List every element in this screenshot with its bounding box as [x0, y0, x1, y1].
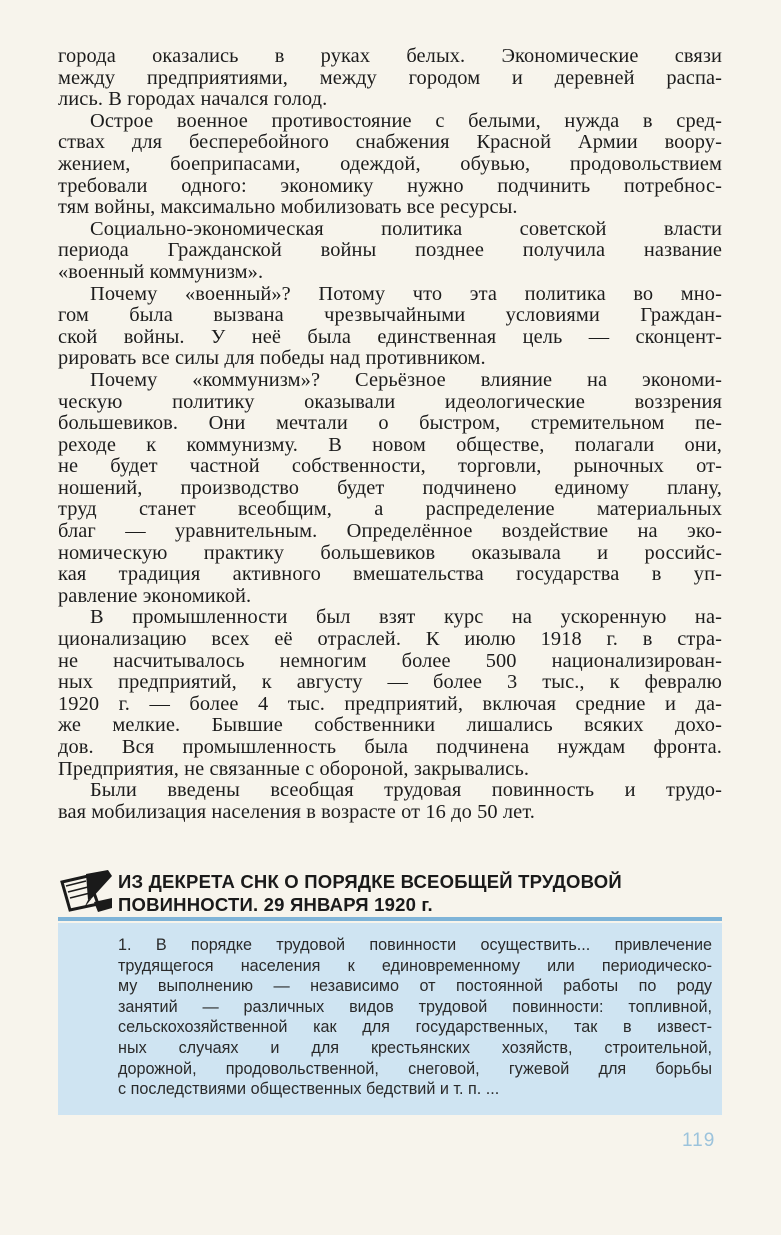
text-line: дов. Вся промышленность была подчинена нуждам фронта.: [58, 736, 722, 758]
text-line: рировать все силы для победы над противником.: [58, 347, 486, 370]
text-line: Социально-экономическая политика советской власти: [90, 217, 722, 240]
text-line: периода Гражданской войны позднее получила название: [58, 239, 722, 262]
text-line: не будет частной собственности, торговли, рыночных от-: [58, 455, 722, 478]
paragraph: [58, 607, 722, 780]
decree-title-line: ПОВИННОСТИ. 29 ЯНВАРЯ 1920 г.: [118, 894, 433, 915]
quote-line: ных случаях и для крестьянских хозяйств, строительной,: [118, 1038, 712, 1057]
decree-quote-text: [118, 935, 712, 1100]
quote-line: дорожной, продовольственной, снеговой, гужевой для борьбы: [118, 1059, 712, 1078]
paragraph: [58, 46, 722, 111]
text-line: ствах для бесперебойного снабжения Красной Армии воору-: [58, 131, 722, 154]
text-line: ционализацию всех её отраслей. К июлю 1918 г. в стра-: [58, 628, 722, 651]
text-line: Предприятия, не связанные с обороной, закрывались.: [58, 757, 530, 780]
quote-line: 1. В порядке трудовой повинности осуществить... привлечение: [118, 936, 712, 954]
paragraph: [58, 780, 722, 823]
text-line: же мелкие. Бывшие собственники лишались всяких дохо-: [58, 714, 722, 737]
text-line: гом была вызвана чрезвычайными условиями Граждан-: [58, 304, 722, 327]
text-line: «военный коммунизм».: [58, 260, 264, 283]
text-line: лись. В городах начался голод.: [58, 88, 328, 111]
quote-line: трудящегося населения к единовременному или периодическо-: [118, 956, 712, 975]
text-line: большевиков. Они мечтали о быстром, стремительном пе-: [58, 412, 722, 435]
text-line: Почему «военный»? Потому что эта политика во мно-: [90, 282, 722, 305]
text-line: жением, боеприпасами, одеждой, обувью, продовольствием: [58, 152, 722, 175]
text-line: В промышленности был взят курс на ускоренную на-: [90, 606, 722, 629]
text-line: Были введены всеобщая трудовая повинность и трудо-: [90, 779, 722, 802]
text-line: тям войны, максимально мобилизовать все ресурсы.: [58, 196, 518, 219]
text-line: ской войны. У неё была единственная цель — сконцент-: [58, 325, 722, 348]
quote-line: му выполнению — независимо от постоянной работы по роду: [118, 977, 712, 996]
text-line: города оказались в руках белых. Экономические связи: [58, 45, 722, 67]
text-line: труд станет всеобщим, а распределение материальных: [58, 498, 722, 521]
paragraph: [58, 284, 722, 370]
text-line: между предприятиями, между городом и деревней распа-: [58, 66, 722, 89]
quote-line: сельскохозяйственной как для государственных, так в извест-: [118, 1018, 712, 1037]
decree-divider: [58, 917, 722, 921]
paragraph: [58, 111, 722, 219]
page-number: 119: [682, 1130, 716, 1151]
decree-title: [118, 870, 738, 916]
text-line: Острое военное противостояние с белыми, нужда в сред-: [90, 109, 722, 132]
text-line: не насчитывалось немногим более 500 национализирован-: [58, 649, 722, 672]
text-line: ных предприятий, к августу — более 3 тыс., к февралю: [58, 671, 722, 694]
text-line: кая традиция активного вмешательства государства в уп-: [58, 563, 722, 586]
text-line: номическую практику большевиков оказывала и российс-: [58, 541, 722, 564]
text-line: ческую политику оказывали идеологические воззрения: [58, 390, 722, 413]
text-line: реходе к коммунизму. В новом обществе, полагали они,: [58, 433, 722, 456]
text-line: 1920 г. — более 4 тыс. предприятий, включая средние и да-: [58, 692, 722, 715]
decree-title-line: ИЗ ДЕКРЕТА СНК О ПОРЯДКЕ ВСЕОБЩЕЙ ТРУДОВОЙ: [118, 871, 622, 892]
decree-quote-box: [58, 923, 722, 1115]
text-line: требовали одного: экономику нужно подчинить потребнос-: [58, 174, 722, 197]
text-line: Почему «коммунизм»? Серьёзное влияние на экономи-: [90, 368, 722, 391]
paragraph: [58, 219, 722, 284]
quote-line: занятий — различных видов трудовой повинности: топливной,: [118, 997, 712, 1016]
text-line: благ — уравнительным. Определённое воздействие на эко-: [58, 520, 722, 543]
quote-line: с последствиями общественных бедствий и т. п. ...: [118, 1080, 500, 1099]
document-hand-icon: [58, 868, 114, 916]
text-line: равление экономикой.: [58, 584, 252, 607]
paragraph: [58, 370, 722, 608]
decree-header: [58, 864, 722, 920]
text-line: ношений, производство будет подчинено единому плану,: [58, 476, 722, 499]
text-line: вая мобилизация населения в возрасте от 16 до 50 лет.: [58, 800, 536, 823]
main-text: [58, 46, 722, 823]
